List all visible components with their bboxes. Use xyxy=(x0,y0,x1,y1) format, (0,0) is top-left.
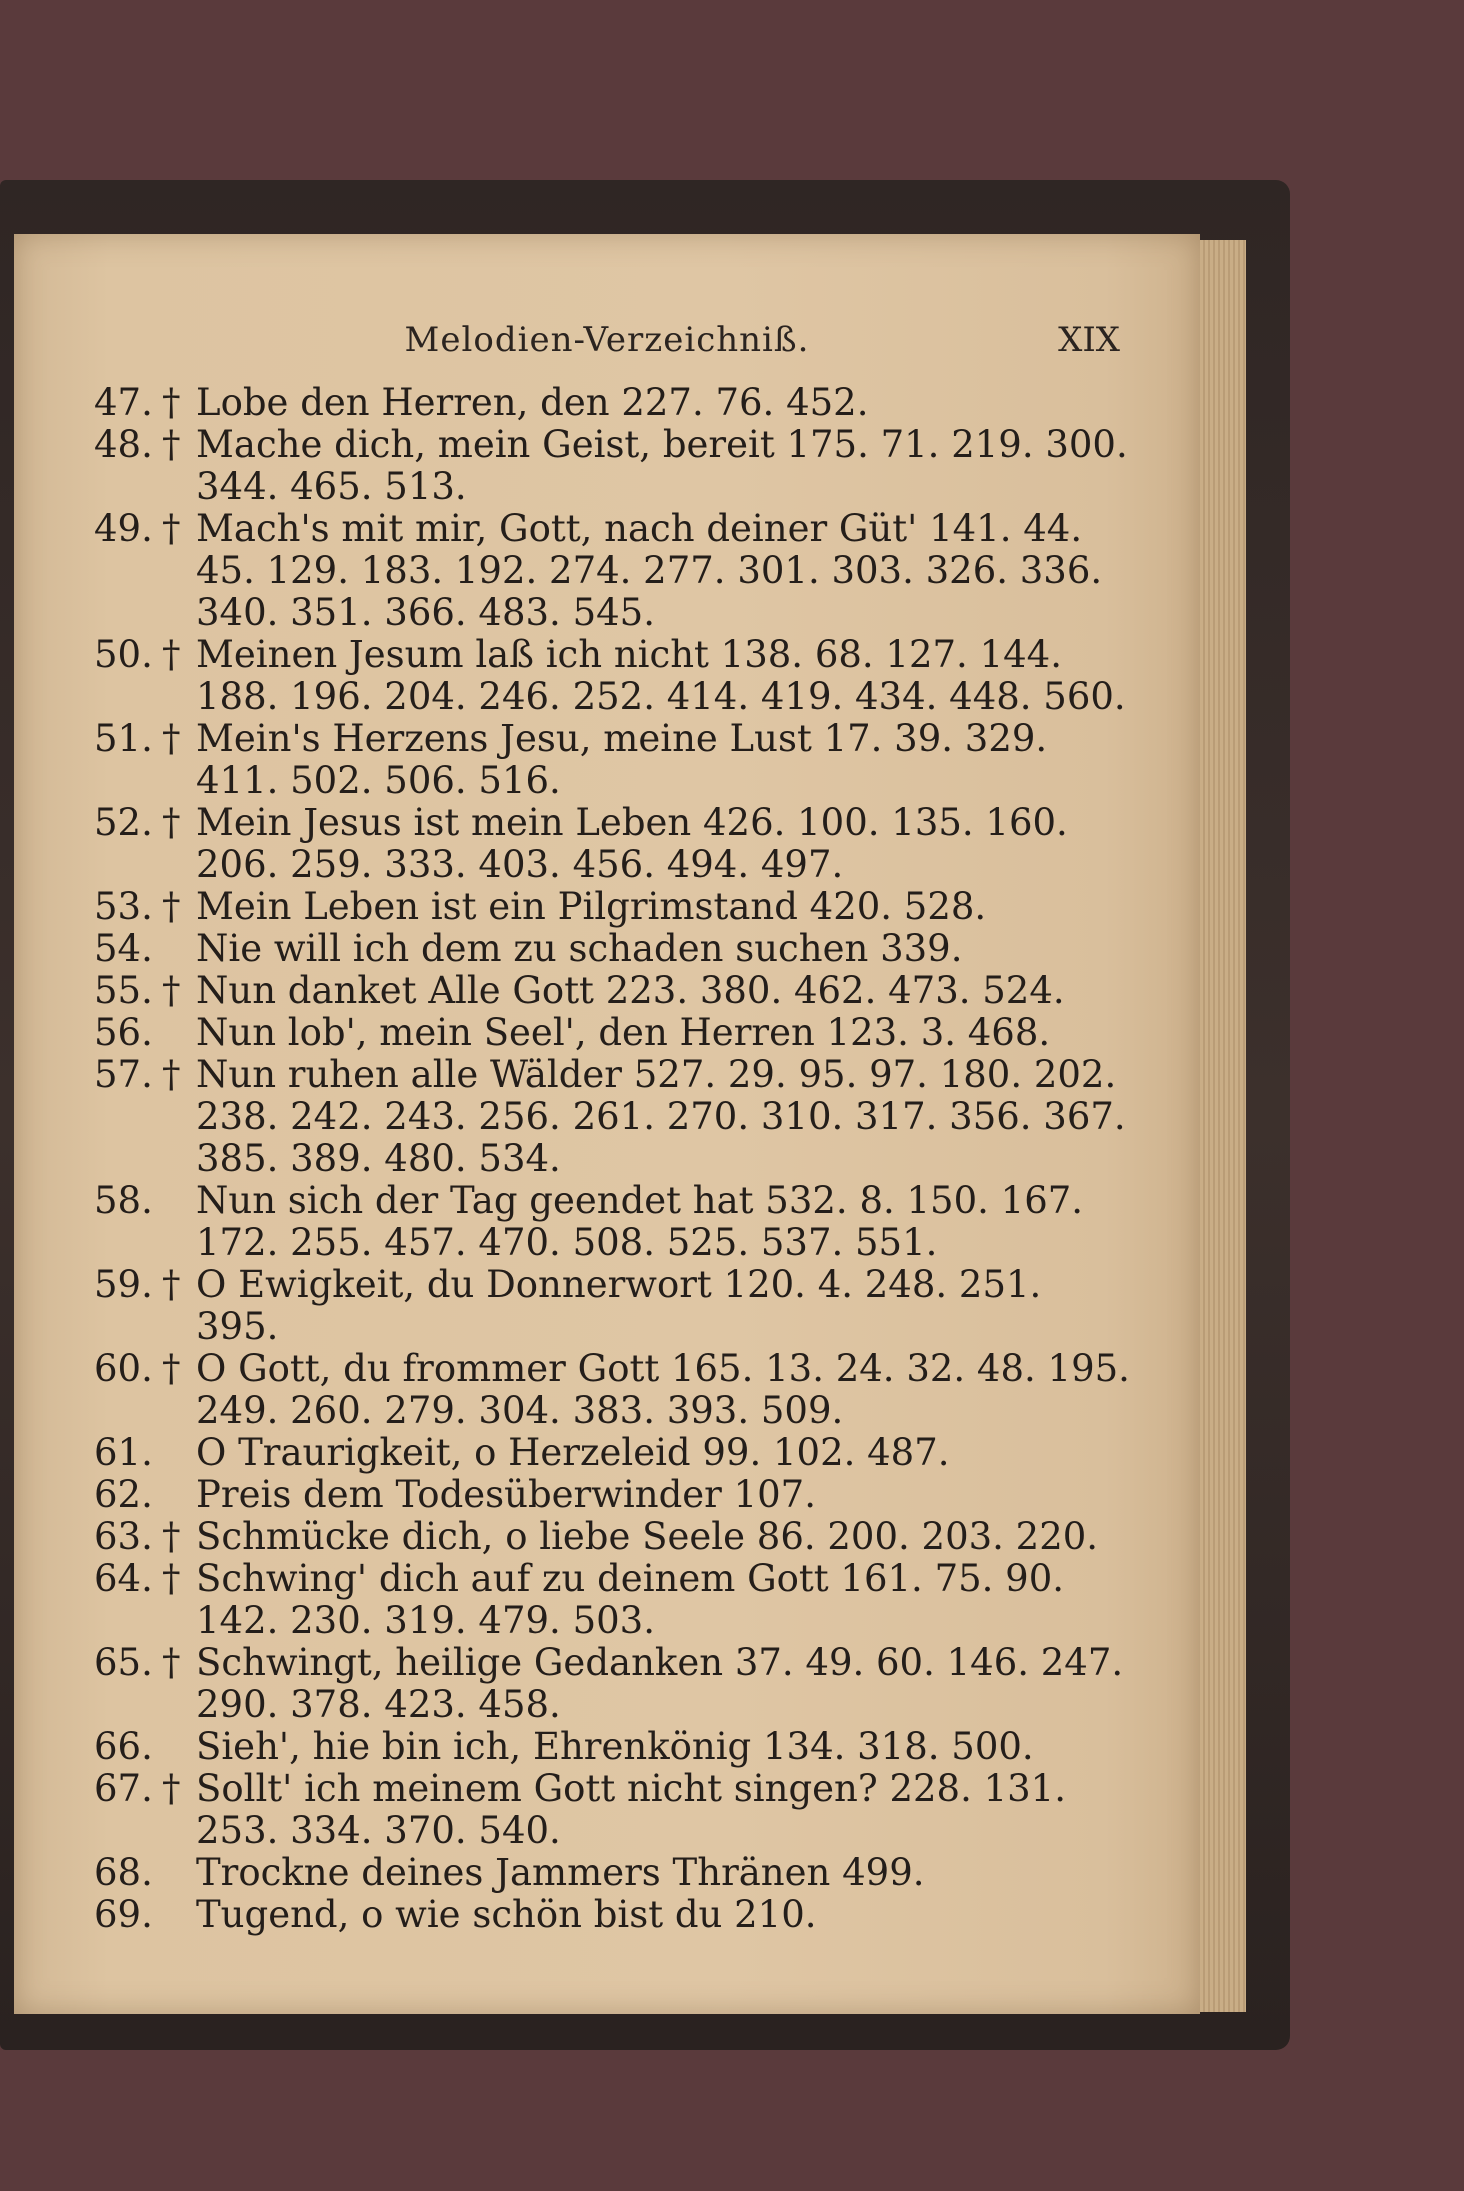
entry-number: 68. xyxy=(94,1851,153,1894)
list-item xyxy=(94,1852,1144,1894)
dagger-mark xyxy=(162,1852,196,1894)
entry-text: Mach's mit mir, Gott, nach deiner Güt' 141. 44. 45. 129. 183. 192. 274. 277. 301. 303. 326. 336. 340. 351. 366. 483. 545. xyxy=(196,507,1103,634)
list-item xyxy=(94,1180,1144,1264)
entry-text: Schwing' dich auf zu deinem Gott 161. 75. 90. 142. 230. 319. 479. 503. xyxy=(196,1557,1065,1642)
list-item xyxy=(94,424,1144,508)
entry-number: 66. xyxy=(94,1725,153,1768)
entry-text: Nun sich der Tag geendet hat 532. 8. 150. 167. 172. 255. 457. 470. 508. 525. 537. 551. xyxy=(196,1179,1084,1264)
list-item xyxy=(94,1642,1144,1726)
list-item xyxy=(94,802,1144,886)
page-number: XIX xyxy=(1058,320,1120,360)
entry-number: 57. xyxy=(94,1053,153,1096)
dagger-mark xyxy=(162,1474,196,1516)
list-item xyxy=(94,1558,1144,1642)
entry-text: Preis dem Todesüberwinder 107. xyxy=(196,1473,816,1516)
melody-index-list xyxy=(94,382,1144,1936)
entry-number: 62. xyxy=(94,1473,153,1516)
dagger-mark: † xyxy=(162,1641,181,1684)
entry-text: Nun lob', mein Seel', den Herren 123. 3. 468. xyxy=(196,1011,1051,1054)
list-item xyxy=(94,1054,1144,1180)
list-item xyxy=(94,1348,1144,1432)
entry-number: 61. xyxy=(94,1431,153,1474)
entry-text: Sollt' ich meinem Gott nicht singen? 228. 131. 253. 334. 370. 540. xyxy=(196,1767,1066,1852)
entry-number: 53. xyxy=(94,885,153,928)
list-item xyxy=(94,1726,1144,1768)
entry-text: Mein Jesus ist mein Leben 426. 100. 135. 160. 206. 259. 333. 403. 456. 494. 497. xyxy=(196,801,1068,886)
entry-text: Tugend, o wie schön bist du 210. xyxy=(196,1893,817,1936)
list-item xyxy=(94,1012,1144,1054)
dagger-mark: † xyxy=(162,1347,181,1390)
dagger-mark: † xyxy=(162,1557,181,1600)
dagger-mark: † xyxy=(162,381,181,424)
entry-text: O Ewigkeit, du Donnerwort 120. 4. 248. 251. 395. xyxy=(196,1263,1042,1348)
entry-number: 58. xyxy=(94,1179,153,1222)
dagger-mark: † xyxy=(162,717,181,760)
dagger-mark xyxy=(162,1432,196,1474)
entry-number: 69. xyxy=(94,1893,153,1936)
page-edges xyxy=(1200,240,1246,2012)
running-header xyxy=(14,320,1200,370)
entry-text: O Traurigkeit, o Herzeleid 99. 102. 487. xyxy=(196,1431,950,1474)
entry-text: O Gott, du frommer Gott 165. 13. 24. 32. 48. 195. 249. 260. 279. 304. 383. 393. 509. xyxy=(196,1347,1130,1432)
entry-text: Lobe den Herren, den 227. 76. 452. xyxy=(196,381,869,424)
entry-number: 48. xyxy=(94,423,153,466)
dagger-mark xyxy=(162,1894,196,1936)
dagger-mark: † xyxy=(162,423,181,466)
list-item xyxy=(94,1516,1144,1558)
dagger-mark: † xyxy=(162,969,181,1012)
list-item xyxy=(94,1894,1144,1936)
entry-number: 47. xyxy=(94,381,153,424)
entry-number: 56. xyxy=(94,1011,153,1054)
entry-text: Sieh', hie bin ich, Ehrenkönig 134. 318. 500. xyxy=(196,1725,1034,1768)
entry-number: 63. xyxy=(94,1515,153,1558)
list-item xyxy=(94,634,1144,718)
list-item xyxy=(94,1474,1144,1516)
entry-number: 60. xyxy=(94,1347,153,1390)
entry-number: 51. xyxy=(94,717,153,760)
entry-text: Mein Leben ist ein Pilgrimstand 420. 528. xyxy=(196,885,987,928)
running-title: Melodien-Verzeichniß. xyxy=(404,320,810,360)
list-item xyxy=(94,1432,1144,1474)
list-item xyxy=(94,718,1144,802)
entry-number: 64. xyxy=(94,1557,153,1600)
entry-text: Trockne deines Jammers Thränen 499. xyxy=(196,1851,925,1894)
dagger-mark: † xyxy=(162,885,181,928)
entry-text: Nun danket Alle Gott 223. 380. 462. 473. 524. xyxy=(196,969,1065,1012)
list-item xyxy=(94,970,1144,1012)
entry-number: 65. xyxy=(94,1641,153,1684)
entry-number: 52. xyxy=(94,801,153,844)
dagger-mark: † xyxy=(162,801,181,844)
dagger-mark: † xyxy=(162,1263,181,1306)
dagger-mark xyxy=(162,928,196,970)
entry-number: 55. xyxy=(94,969,153,1012)
entry-number: 54. xyxy=(94,927,153,970)
dagger-mark: † xyxy=(162,1515,181,1558)
dagger-mark: † xyxy=(162,1767,181,1810)
entry-text: Schmücke dich, o liebe Seele 86. 200. 203. 220. xyxy=(196,1515,1099,1558)
entry-number: 49. xyxy=(94,507,153,550)
entry-number: 50. xyxy=(94,633,153,676)
dagger-mark: † xyxy=(162,507,181,550)
dagger-mark xyxy=(162,1180,196,1264)
dagger-mark xyxy=(162,1726,196,1768)
entry-text: Meinen Jesum laß ich nicht 138. 68. 127. 144. 188. 196. 204. 246. 252. 414. 419. 434. 448. 560. xyxy=(196,633,1126,718)
dagger-mark xyxy=(162,1012,196,1054)
entry-number: 67. xyxy=(94,1767,153,1810)
entry-text: Nun ruhen alle Wälder 527. 29. 95. 97. 180. 202. 238. 242. 243. 256. 261. 270. 310. 317. 356. 367. 385. 389. 480. 534. xyxy=(196,1053,1126,1180)
list-item xyxy=(94,886,1144,928)
dagger-mark: † xyxy=(162,633,181,676)
entry-text: Schwingt, heilige Gedanken 37. 49. 60. 146. 247. 290. 378. 423. 458. xyxy=(196,1641,1124,1726)
list-item xyxy=(94,1768,1144,1852)
book-page xyxy=(14,234,1200,2014)
list-item xyxy=(94,1264,1144,1348)
entry-number: 59. xyxy=(94,1263,153,1306)
list-item xyxy=(94,508,1144,634)
entry-text: Mache dich, mein Geist, bereit 175. 71. 219. 300. 344. 465. 513. xyxy=(196,423,1128,508)
entry-text: Mein's Herzens Jesu, meine Lust 17. 39. 329. 411. 502. 506. 516. xyxy=(196,717,1048,802)
entry-text: Nie will ich dem zu schaden suchen 339. xyxy=(196,927,963,970)
dagger-mark: † xyxy=(162,1053,181,1096)
list-item xyxy=(94,382,1144,424)
list-item xyxy=(94,928,1144,970)
